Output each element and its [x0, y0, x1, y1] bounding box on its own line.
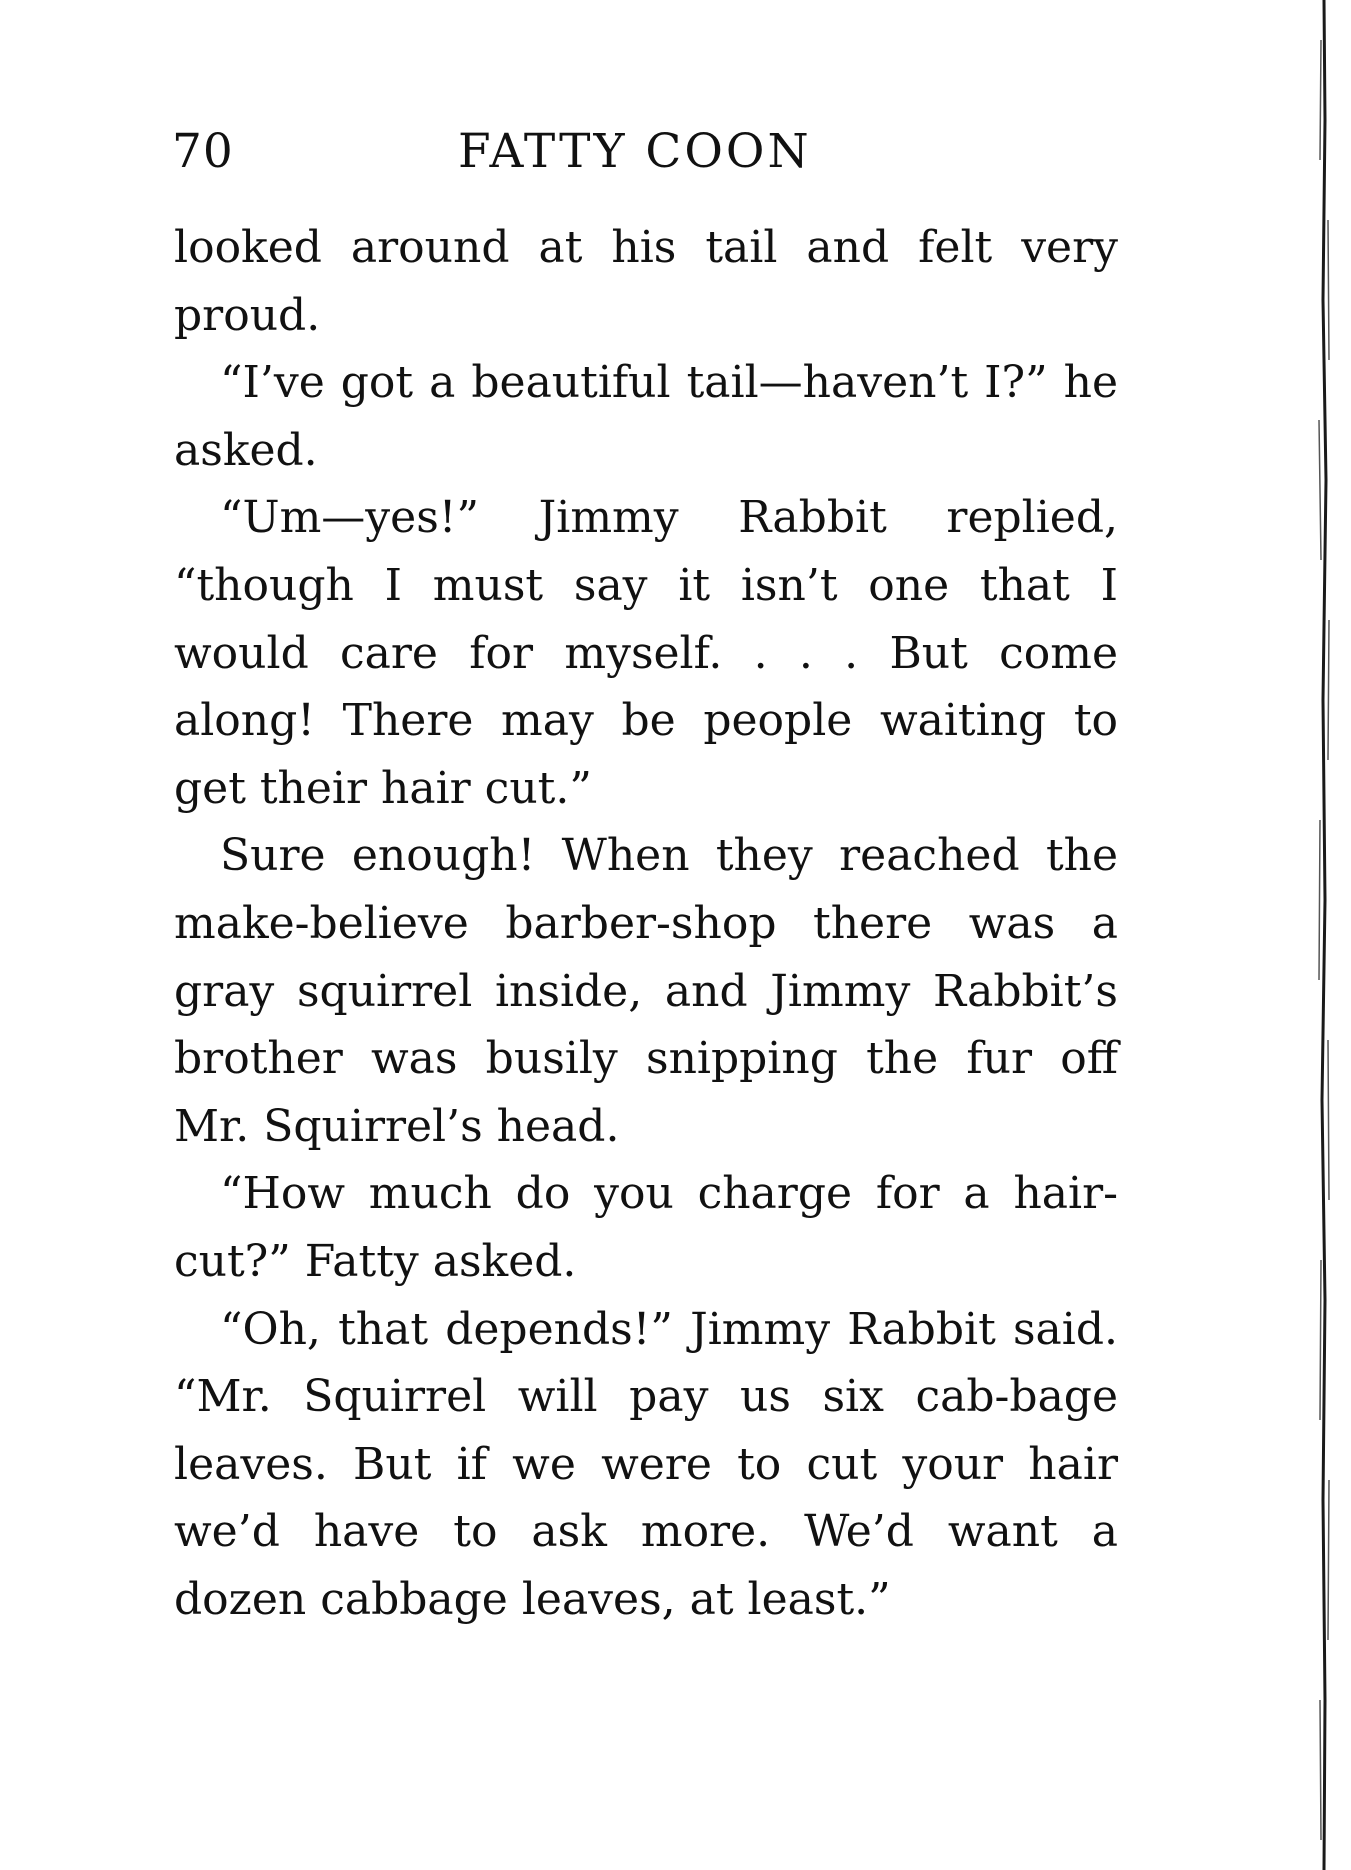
paragraph: “How much do you charge for a hair-cut?” Fatty asked. — [174, 1168, 1118, 1287]
page-header — [172, 122, 1122, 192]
running-title: FATTY COON — [458, 124, 812, 179]
page-edge-shadow — [1313, 0, 1335, 1870]
body-text — [174, 214, 1118, 1633]
paragraph: Sure enough! When they reached the make-believe barber-shop there was a gray squirrel inside, and Jimmy Rabbit’s brother was busily snipping the fur off Mr. Squirrel’s head. — [174, 830, 1118, 1152]
paragraph: “Um—yes!” Jimmy Rabbit replied, “though I must say it isn’t one that I would care for myself. . . . But come along! There may be people waiting to get their hair cut.” — [174, 492, 1118, 814]
paragraph: “Oh, that depends!” Jimmy Rabbit said. “Mr. Squirrel will pay us six cab-bage leaves. But if we were to cut your hair we’d have to ask more. We’d want a dozen cabbage leaves, at least.” — [174, 1303, 1118, 1625]
paragraph: “I’ve got a beautiful tail—haven’t I?” he asked. — [174, 357, 1118, 476]
paragraph: looked around at his tail and felt very proud. — [174, 222, 1118, 341]
page-number: 70 — [172, 124, 234, 179]
